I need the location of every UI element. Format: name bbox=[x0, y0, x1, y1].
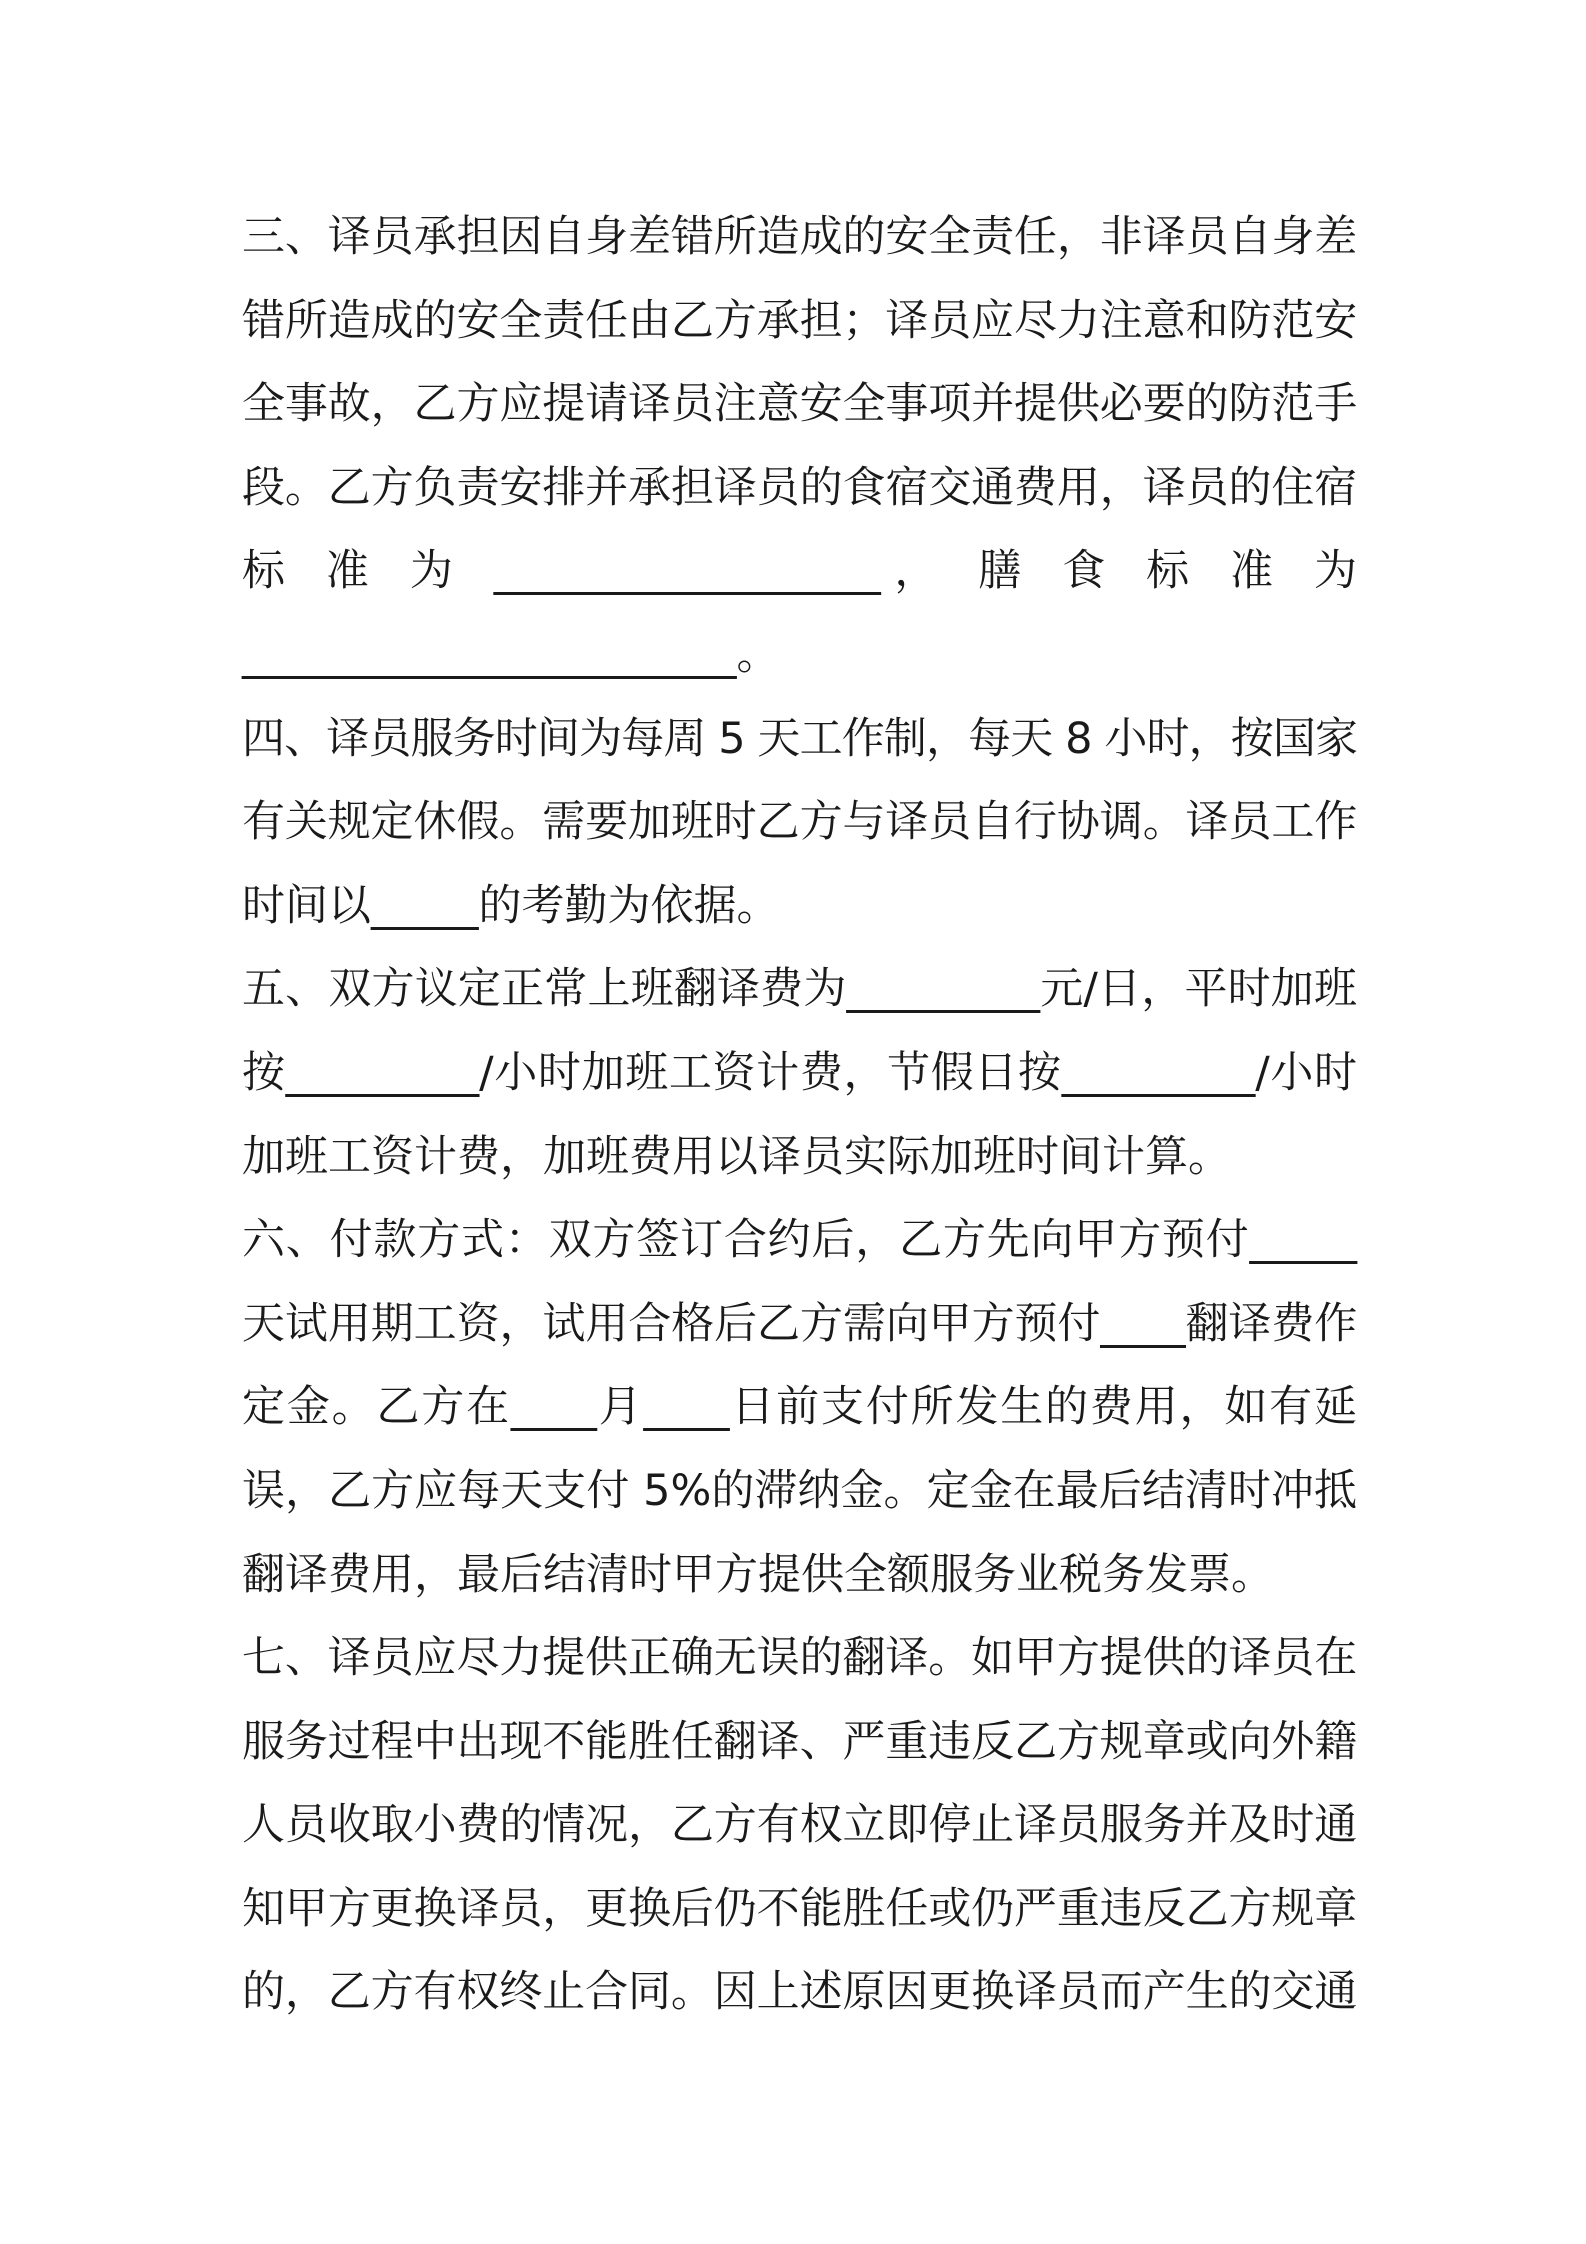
text-line: 错所造成的安全责任由乙方承担；译员应尽力注意和防范安 bbox=[242, 295, 1357, 346]
text-line: 四、译员服务时间为每周 5 天工作制，每天 8 小时，按国家 bbox=[242, 713, 1357, 764]
text-line: 时间以_____的考勤为依据。 bbox=[242, 880, 780, 931]
text-line: _______________________。 bbox=[242, 629, 780, 680]
text-line: 知甲方更换译员，更换后仍不能胜任或仍严重违反乙方规章 bbox=[242, 1883, 1357, 1934]
text-line: 误，乙方应每天支付 5%的滞纳金。定金在最后结清时冲抵 bbox=[242, 1465, 1357, 1516]
text-line: 全事故，乙方应提请译员注意安全事项并提供必要的防范手 bbox=[242, 379, 1357, 430]
text-line: 七、译员应尽力提供正确无误的翻译。如甲方提供的译员在 bbox=[242, 1633, 1357, 1684]
text-line: 天试用期工资，试用合格后乙方需向甲方预付____翻译费作 bbox=[242, 1298, 1357, 1349]
text-line: 标 准 为 __________________， 膳 食 标 准 为 bbox=[242, 546, 1357, 597]
text-line: 定金。乙方在____月____日前支付所发生的费用，如有延 bbox=[242, 1382, 1357, 1433]
text-line: 加班工资计费，加班费用以译员实际加班时间计算。 bbox=[242, 1131, 1231, 1182]
text-line: 服务过程中出现不能胜任翻译、严重违反乙方规章或向外籍 bbox=[242, 1716, 1357, 1767]
text-line: 三、译员承担因自身差错所造成的安全责任，非译员自身差 bbox=[242, 212, 1357, 262]
text-line: 五、双方议定正常上班翻译费为_________元/日，平时加班 bbox=[242, 964, 1357, 1015]
text-line: 有关规定休假。需要加班时乙方与译员自行协调。译员工作 bbox=[242, 797, 1357, 848]
text-line: 段。乙方负责安排并承担译员的食宿交通费用，译员的住宿 bbox=[242, 462, 1357, 513]
text-line: 翻译费用，最后结清时甲方提供全额服务业税务发票。 bbox=[242, 1549, 1274, 1600]
text-line: 按_________/小时加班工资计费，节假日按_________/小时 bbox=[242, 1047, 1357, 1098]
text-line: 六、付款方式：双方签订合约后，乙方先向甲方预付_____ bbox=[242, 1215, 1357, 1266]
text-line: 人员收取小费的情况，乙方有权立即停止译员服务并及时通 bbox=[242, 1800, 1357, 1851]
document-body bbox=[242, 196, 1357, 2035]
text-line: 的，乙方有权终止合同。因上述原因更换译员而产生的交通 bbox=[242, 1967, 1357, 2018]
